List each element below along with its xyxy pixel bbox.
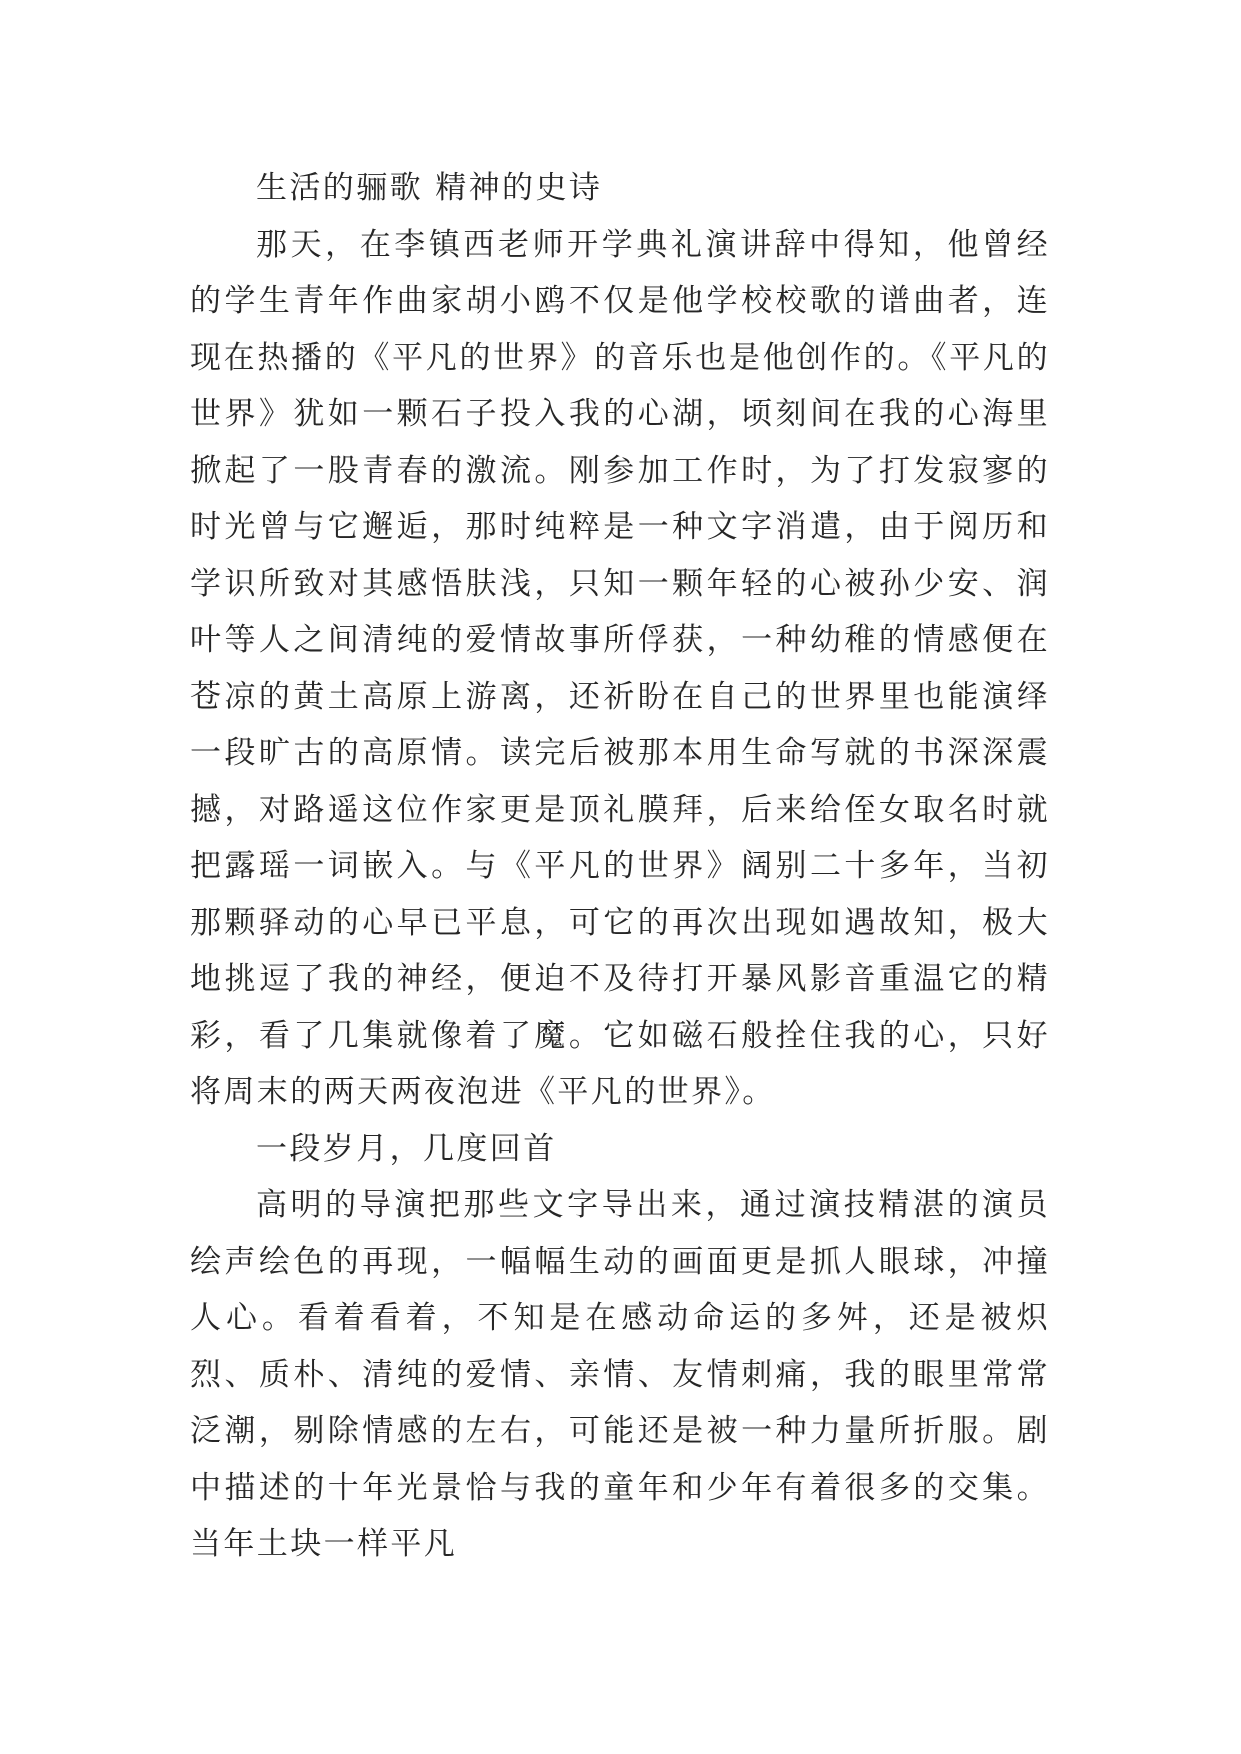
- paragraph-1: 那天，在李镇西老师开学典礼演讲辞中得知，他曾经的学生青年作曲家胡小鸥不仅是他学校校歌的谱曲者，连现在热播的《平凡的世界》的音乐也是他创作的。《平凡的世界》犹如一颗石子投入我的心湖，顷刻间在我的心海里掀起了一股青春的激流。刚参加工作时，为了打发寂寥的时光曾与它邂逅，那时纯粹是一种文字消遣，由于阅历和学识所致对其感悟肤浅，只知一颗年轻的心被孙少安、润叶等人之间清纯的爱情故事所俘获，一种幼稚的情感便在苍凉的黄土高原上游离，还祈盼在自己的世界里也能演绎一段旷古的高原情。读完后被那本用生命写就的书深深震撼，对路遥这位作家更是顶礼膜拜，后来给侄女取名时就把露瑶一词嵌入。与《平凡的世界》阔别二十多年，当初那颗驿动的心早已平息，可它的再次出现如遇故知，极大地挑逗了我的神经，便迫不及待打开暴风影音重温它的精彩，看了几集就像着了魔。它如磁石般拴住我的心，只好将周末的两天两夜泡进《平凡的世界》。: [190, 226, 1050, 1110]
- section-heading-1: 生活的骊歌 精神的史诗: [256, 170, 603, 206]
- paragraph-2: 高明的导演把那些文字导出来，通过演技精湛的演员绘声绘色的再现，一幅幅生动的画面更是抓人眼球，冲撞人心。看着看着，不知是在感动命运的多舛，还是被炽烈、质朴、清纯的爱情、亲情、友情刺痛，我的眼里常常泛潮，剔除情感的左右，可能还是被一种力量所折服。剧中描述的十年光景恰与我的童年和少年有着很多的交集。当年土块一样平凡: [190, 1187, 1050, 1562]
- document-body: [190, 160, 1050, 1573]
- section-heading-2: 一段岁月，几度回首: [256, 1130, 557, 1167]
